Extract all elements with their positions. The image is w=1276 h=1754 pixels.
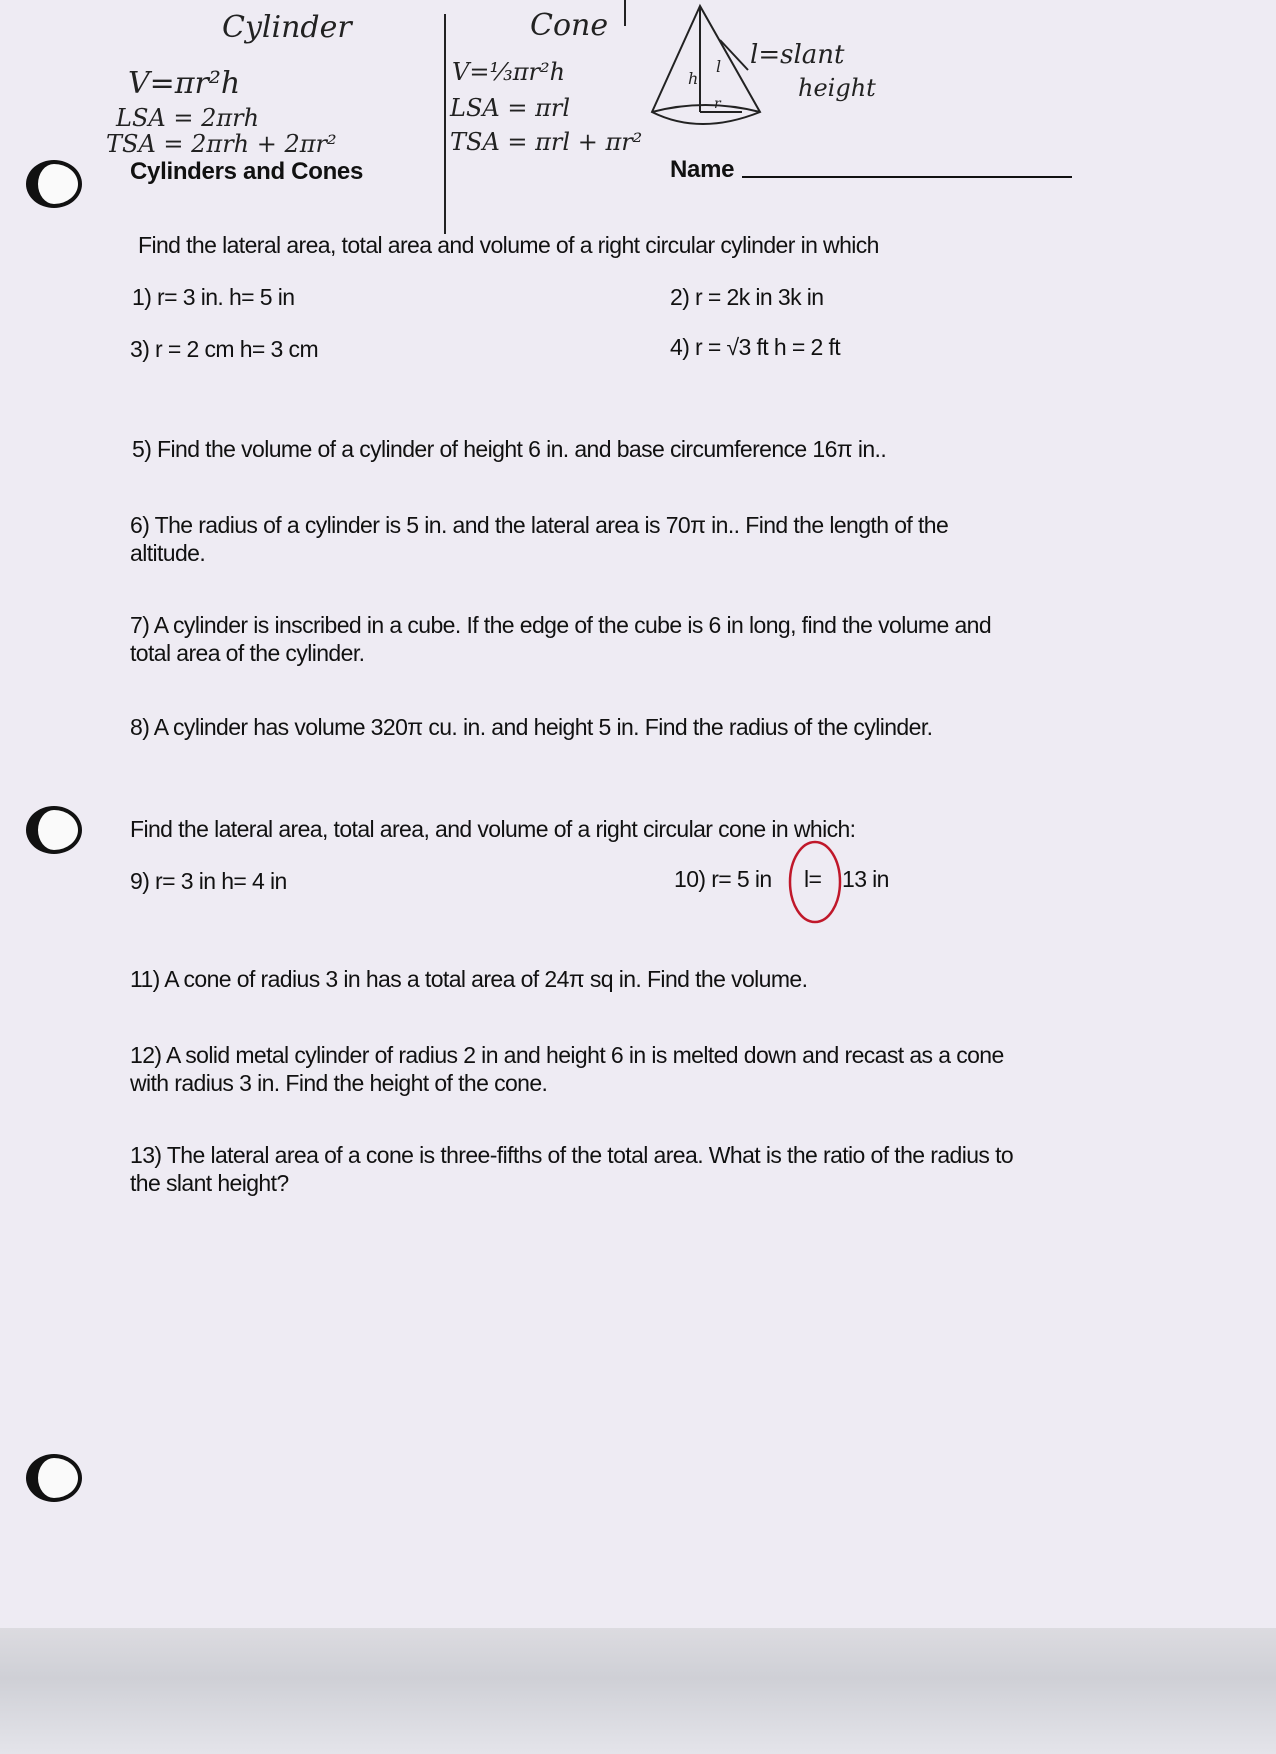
question-9: 9) r= 3 in h= 4 in [130, 868, 287, 894]
question-2: 2) r = 2k in 3k in [670, 284, 824, 310]
question-8: 8) A cylinder has volume 320π cu. in. and height 5 in. Find the radius of the cylinder. [130, 714, 933, 740]
question-6-line1: 6) The radius of a cylinder is 5 in. and the lateral area is 70π in.. Find the length of the [130, 512, 949, 538]
question-4: 4) r = √3 ft h = 2 ft [670, 334, 841, 360]
sketch-r-label: r [714, 96, 721, 112]
question-12-line1: 12) A solid metal cylinder of radius 2 in and height 6 in is melted down and recast as a cone [130, 1042, 1004, 1068]
note-cylinder-lsa: LSA = 2πrh [116, 104, 260, 132]
question-3: 3) r = 2 cm h= 3 cm [130, 336, 318, 362]
question-5: 5) Find the volume of a cylinder of height 6 in. and base circumference 16π in.. [132, 436, 887, 462]
name-label: Name [670, 156, 735, 183]
sketch-l-label: l [716, 57, 722, 76]
note-cone-tsa: TSA = πrl + πr² [450, 128, 643, 156]
question-7-line2: total area of the cylinder. [130, 640, 365, 666]
name-field-line [742, 176, 1072, 178]
question-7-line1: 7) A cylinder is inscribed in a cube. If the edge of the cube is 6 in long, find the volume and [130, 612, 992, 638]
question-1: 1) r= 3 in. h= 5 in [132, 284, 295, 310]
question-10-part-a: 10) r= 5 in [674, 866, 772, 892]
binder-hole-bottom [26, 1454, 82, 1502]
note-cylinder-heading: Cylinder [222, 10, 352, 45]
note-cone-lsa: LSA = πrl [450, 94, 570, 122]
question-10-part-b: 13 in [842, 866, 889, 892]
question-13-line2: the slant height? [130, 1170, 289, 1196]
question-11: 11) A cone of radius 3 in has a total area of 24π sq in. Find the volume. [130, 966, 808, 992]
note-slant-line2: height [798, 74, 876, 102]
note-cone-volume: V=⅓πr²h [452, 58, 566, 86]
page-title: Cylinders and Cones [130, 158, 364, 185]
question-10-circled-letter: l= [804, 866, 822, 892]
section2-instruction: Find the lateral area, total area, and volume of a right circular cone in which: [130, 816, 856, 842]
scanner-edge-band [0, 1628, 1276, 1754]
cone-sketch [652, 6, 760, 124]
note-cylinder-tsa: TSA = 2πrh + 2πr² [106, 130, 337, 158]
sketch-h-label: h [688, 69, 699, 88]
binder-hole-middle [26, 806, 82, 854]
question-12-line2: with radius 3 in. Find the height of the cone. [130, 1070, 548, 1096]
question-13-line1: 13) The lateral area of a cone is three-fifths of the total area. What is the ratio of the radius to [130, 1142, 1014, 1168]
binder-hole-top [26, 160, 82, 208]
question-6-line2: altitude. [130, 540, 206, 566]
section1-instruction: Find the lateral area, total area and volume of a right circular cylinder in which [138, 232, 879, 258]
note-slant-line1: l=slant [750, 40, 845, 70]
note-cylinder-volume: V=πr²h [128, 66, 241, 101]
note-cone-heading: Cone [530, 8, 609, 43]
